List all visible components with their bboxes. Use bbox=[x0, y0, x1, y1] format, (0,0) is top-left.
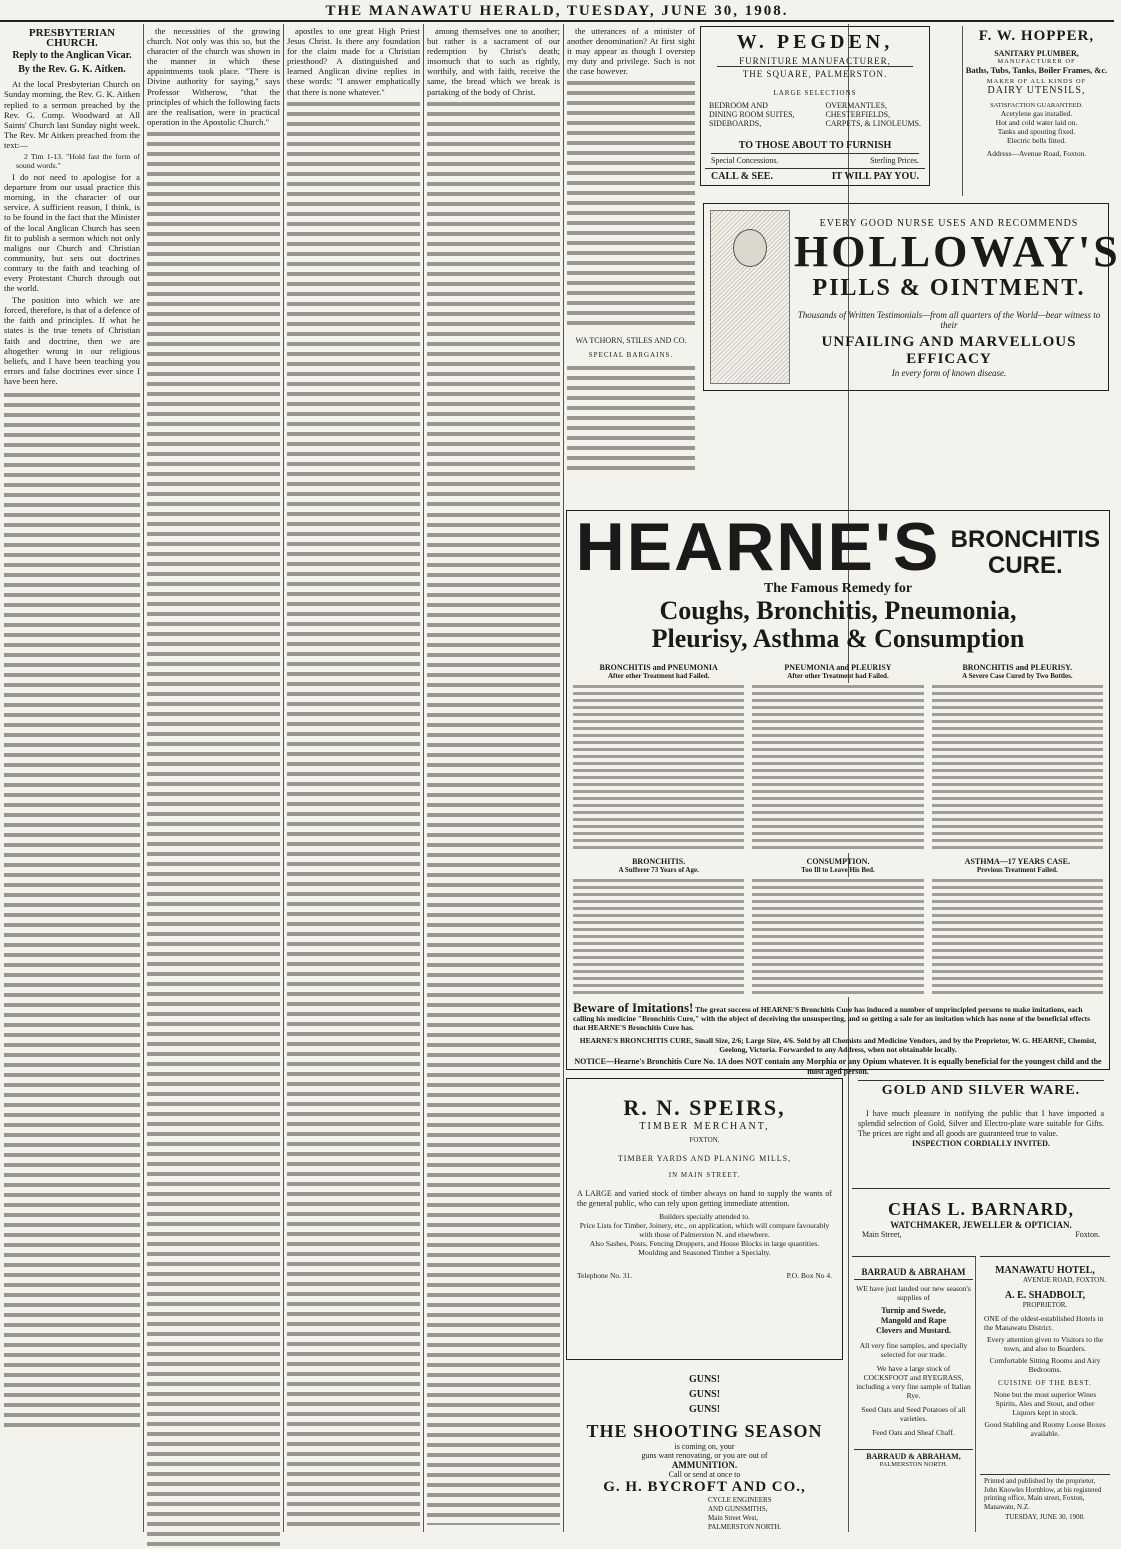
hotel-ad bbox=[980, 1256, 1110, 1470]
article-column-3 bbox=[287, 26, 420, 1531]
hopper-maker: MANUFACTURER OF bbox=[997, 58, 1076, 65]
pegden-item: CARPETS, & LINOLEUMS. bbox=[825, 119, 921, 128]
article-column-5-text bbox=[567, 26, 695, 506]
pegden-items-right bbox=[825, 101, 921, 128]
hopper-also: MAKER OF ALL KINDS OF bbox=[986, 78, 1087, 85]
article-body-filler bbox=[567, 78, 695, 328]
article-title: PRESBYTERIAN CHURCH. bbox=[28, 27, 116, 50]
barnard-ad bbox=[852, 1188, 1110, 1250]
imprint-date: TUESDAY, JUNE 30, 1908. bbox=[1005, 1513, 1085, 1521]
article-byline: By the Rev. G. K. Aitken. bbox=[18, 64, 126, 76]
hotel-p5: Good Stabling and Roomy Loose Boxes available. bbox=[984, 1420, 1106, 1438]
bycroft-ammo: AMMUNITION. bbox=[671, 1460, 738, 1470]
pegden-address: THE SQUARE, PALMERSTON. bbox=[742, 69, 888, 79]
testimonial-heading: BRONCHITIS and PNEUMONIA bbox=[599, 663, 718, 672]
article-column-4 bbox=[427, 26, 560, 506]
testimonial-heading: PNEUMONIA and PLEURISY bbox=[784, 663, 892, 672]
pegden-tag: Special Concessions. bbox=[711, 156, 779, 165]
hopper-line: Hot and cold water laid on. bbox=[995, 118, 1078, 127]
hopper-goods: Baths, Tubs, Tanks, Boiler Frames, &c. bbox=[965, 65, 1108, 75]
hopper-trade: SANITARY PLUMBER, bbox=[994, 49, 1079, 58]
speirs-text: A LARGE and varied stock of timber always on hand to supply the wants of the general public, who can rely upon getting immediate attention. bbox=[577, 1189, 832, 1208]
barraud-item: Clovers and Mustard. bbox=[876, 1326, 951, 1335]
speirs-yards: TIMBER YARDS AND PLANING MILLS, bbox=[617, 1154, 792, 1163]
hearne-product: BRONCHITIS CURE. bbox=[950, 526, 1100, 579]
article-paragraph: the utterances of a minister of another denomination? At first sight it may appear as though I overstep my duty and privilege. Such is not the case however. bbox=[567, 26, 695, 77]
article-body-filler bbox=[287, 99, 420, 1529]
barraud-p4: Seed Oats and Seed Potatoes of all varieties. bbox=[861, 1405, 966, 1423]
testimonial-heading: ASTHMA—17 YEARS CASE. bbox=[964, 857, 1070, 866]
hopper-guarantee: SATISFACTION GUARANTEED. bbox=[990, 102, 1083, 109]
hotel-title: PROPRIETOR. bbox=[1022, 1301, 1068, 1309]
hearne-testimonial bbox=[573, 663, 744, 997]
testimonial-sub: A Severe Case Cured by Two Bottles. bbox=[962, 672, 1073, 680]
holloway-claim: UNFAILING AND MARVELLOUS EFFICACY bbox=[821, 334, 1077, 367]
pegden-items-left bbox=[709, 101, 795, 128]
hopper-name: F. W. HOPPER, bbox=[978, 28, 1095, 44]
pegden-item: DINING ROOM SUITES, bbox=[709, 110, 795, 119]
imprint bbox=[980, 1474, 1110, 1532]
gold-invite: INSPECTION CORDIALLY INVITED. bbox=[912, 1139, 1050, 1148]
guns-list bbox=[568, 1372, 841, 1417]
article-quote: 2 Tim 1-13. "Hold fast the form of sound words." bbox=[16, 152, 140, 171]
pegden-item: BEDROOM AND bbox=[709, 101, 768, 110]
wa-thorn-firm: WA TCHORN, STILES AND CO. bbox=[575, 336, 687, 346]
hearne-line1: Coughs, Bronchitis, Pneumonia, bbox=[659, 596, 1017, 625]
pegden-name: W. PEGDEN, bbox=[736, 31, 894, 53]
article-paragraph: I do not need to apologise for a departure from our usual practice this morning, in the character of our service. A sufficient reason, I think, is to be found in the fact that the Minister of the local Anglican Church has seen fit to publish a sermon which not only maligns our Church and Christian community, but sets out doctrines contrary to the faith and teaching of every Protestant Church through out the world. bbox=[4, 172, 140, 294]
hotel-p3: Comfortable Sitting Rooms and Airy Bedrooms. bbox=[989, 1356, 1101, 1374]
barraud-text: WE have just landed our new season's supplies of bbox=[856, 1284, 971, 1302]
speirs-line: Builders specially attended to. bbox=[659, 1212, 750, 1221]
pegden-call bbox=[705, 168, 925, 182]
barnard-town: Foxton. bbox=[1075, 1230, 1100, 1239]
holloway-tagline: EVERY GOOD NURSE USES AND RECOMMENDS bbox=[819, 218, 1079, 229]
bycroft-trade: AND GUNSMITHS, bbox=[708, 1505, 768, 1513]
gold-text: I have much pleasure in notifying the public that I have imported a splendid selection of Gold, Silver and Electro-plate ware suitable for Gifts. The prices are right and all goods are guaranteed true to value. bbox=[858, 1109, 1104, 1138]
beware-heading: Beware of Imitations! bbox=[573, 1000, 694, 1015]
hopper-address: Address—Avenue Road, Foxton. bbox=[986, 149, 1087, 158]
hotel-p2: Every attention given to Visitors to the town, and also to Boarders. bbox=[986, 1335, 1104, 1353]
bycroft-call: Call or send at once to bbox=[668, 1470, 741, 1479]
testimonial-text bbox=[932, 877, 1103, 997]
speirs-trade: TIMBER MERCHANT, bbox=[639, 1121, 770, 1132]
barraud-p5: Feed Oats and Sheaf Chaff. bbox=[872, 1428, 955, 1437]
bycroft-headline: THE SHOOTING SEASON bbox=[586, 1421, 823, 1441]
column-rule bbox=[283, 24, 284, 1532]
article-paragraph: The position into which we are forced, therefore, is that of a defence of the faith and principles. If what he states is the true tenets of Christian faith and doctrine, then we are altogether wrong in our religious beliefs, and I have been teaching you errors and false doctrines ever since I have been here. bbox=[4, 295, 140, 386]
article-body-filler bbox=[427, 99, 560, 539]
pegden-pay-text: IT WILL PAY YOU. bbox=[831, 171, 919, 182]
pegden-item: CHESTERFIELDS, bbox=[825, 110, 891, 119]
hearne-line2: Pleurisy, Asthma & Consumption bbox=[651, 624, 1025, 653]
hearne-header bbox=[573, 509, 1103, 585]
speirs-box: P.O. Box No 4. bbox=[786, 1271, 832, 1280]
article-paragraph: At the local Presbyterian Church on Sunday morning, the Rev. G. K. Aitken replied to a sermon preached by the Rev. G. Comp. Woodward at All Saints' Church last Sunday night week. The Rev. Mr Aitken preached from the text:— bbox=[4, 79, 140, 150]
pegden-item: OVERMANTLES, bbox=[825, 101, 887, 110]
barraud-item: Mangold and Rape bbox=[880, 1316, 947, 1325]
hearne-beware bbox=[573, 1000, 1103, 1032]
article-paragraph: among themselves one to another; but rather is a sacrament of our redemption by Christ's death; insomuch that to such as rightly, worthily, and with faith, receive the same, the bread which we break is partaking of the body of Christ. bbox=[427, 26, 560, 97]
barnard-address bbox=[858, 1230, 1104, 1239]
hearne-name: HEARNE'S bbox=[575, 509, 941, 585]
bycroft-town: PALMERSTON NORTH. bbox=[708, 1523, 782, 1531]
article-paragraph: apostles to one great High Priest Jesus Christ. Is there any foundation for the claim made for a Christian priesthood? A distinguished and learned Anglican divine replies in these words: "I answer emphatically that there is none whatever." bbox=[287, 26, 420, 97]
gold-headline: GOLD AND SILVER WARE. bbox=[858, 1080, 1104, 1099]
barraud-name: BARRAUD & ABRAHAM bbox=[854, 1267, 973, 1280]
hearne-ad bbox=[566, 509, 1110, 1076]
pegden-trade: FURNITURE MANUFACTURER, bbox=[717, 56, 913, 67]
holloway-testimonials: Thousands of Written Testimonials—from all quarters of the World—bear witness to their bbox=[797, 310, 1101, 330]
hotel-cuisine: CUISINE OF THE BEST. bbox=[998, 1379, 1092, 1387]
hotel-address: AVENUE ROAD, FOXTON. bbox=[1023, 1276, 1106, 1284]
testimonial-sub: After other Treatment had Failed. bbox=[607, 672, 710, 680]
nurse-head-icon bbox=[733, 229, 767, 267]
speirs-contact bbox=[577, 1271, 832, 1280]
guns-line: GUNS! bbox=[688, 1374, 721, 1385]
pegden-items bbox=[705, 101, 925, 128]
holloway-name: HOLLOWAY'S bbox=[794, 227, 1121, 276]
article-subtitle: Reply to the Anglican Vicar. bbox=[12, 50, 132, 62]
gold-ad bbox=[852, 1078, 1110, 1186]
bycroft-trade: CYCLE ENGINEERS bbox=[708, 1496, 772, 1504]
speirs-town: FOXTON. bbox=[689, 1136, 720, 1144]
speirs-line: Price Lists for Timber, Joinery, etc., on application, which will compare favourably with those of Palmerston N. and elsewhere. bbox=[579, 1221, 830, 1239]
speirs-line: Moulding and Seasoned Timber a Specialty. bbox=[638, 1248, 771, 1257]
holloway-product: PILLS & OINTMENT. bbox=[812, 275, 1086, 301]
hearne-remedy: The Famous Remedy for bbox=[763, 581, 913, 596]
pegden-ad bbox=[700, 26, 930, 186]
testimonial-text bbox=[752, 683, 923, 853]
guns-line: GUNS! bbox=[688, 1389, 721, 1400]
testimonial-text bbox=[932, 683, 1103, 853]
holloway-ad bbox=[703, 203, 1121, 391]
barnard-trade: WATCHMAKER, JEWELLER & OPTICIAN. bbox=[890, 1220, 1072, 1230]
pegden-call-text: CALL & SEE. bbox=[711, 171, 773, 182]
pegden-item: SIDEBOARDS, bbox=[709, 119, 762, 128]
article-body-filler bbox=[427, 510, 560, 1525]
hotel-name: MANAWATU HOTEL, bbox=[995, 1265, 1095, 1276]
hearne-notice: NOTICE—Hearne's Bronchitis Cure No. 1A does NOT contain any Morphia or any Opium whatever. It is equally beneficial for the youngest child and the most aged person. bbox=[574, 1057, 1102, 1076]
bycroft-line2: guns want renovating, or you are out of bbox=[641, 1451, 768, 1460]
imprint-text: Printed and published by the proprietor, John Knowles Hornblow, at his registered printing office, Main street, Foxton, Manawatu, N.Z. bbox=[984, 1477, 1102, 1511]
barraud-items bbox=[854, 1306, 973, 1336]
speirs-lines bbox=[577, 1212, 832, 1257]
article-column-2 bbox=[147, 26, 280, 1531]
hopper-ad bbox=[962, 26, 1110, 196]
bycroft-address: Main Street West, bbox=[708, 1514, 759, 1522]
pegden-headline: TO THOSE ABOUT TO FURNISH bbox=[711, 140, 919, 154]
testimonial-heading: BRONCHITIS and PLEURISY. bbox=[962, 663, 1073, 672]
nurse-illustration bbox=[710, 210, 790, 384]
testimonial-heading: CONSUMPTION. bbox=[806, 857, 870, 866]
beware-text: The great success of HEARNE'S Bronchitis Cure has induced a number of unprincipled persons to make imitations, each calling his medicine "Bronchitis Cure," with the object of deceiving the unsuspecting, and so getting a sale for an imitation which has none of the beneficial effects that HEARNE'S Bronchitis Cure has. bbox=[573, 1005, 1091, 1032]
hopper-lines bbox=[965, 109, 1108, 145]
bycroft-name: G. H. BYCROFT AND CO., bbox=[603, 1479, 806, 1495]
barraud-p2: All very fine samples, and specially selected for our trade. bbox=[859, 1341, 968, 1359]
testimonial-text bbox=[573, 683, 744, 853]
article-column-1 bbox=[4, 26, 140, 1531]
guns-line: GUNS! bbox=[688, 1404, 721, 1415]
hopper-line: Electric bells fitted. bbox=[1007, 136, 1066, 145]
speirs-phone: Telephone No. 31. bbox=[577, 1271, 633, 1280]
bycroft-address-block bbox=[708, 1496, 841, 1532]
column-rule bbox=[563, 24, 564, 1532]
hopper-utensils: DAIRY UTENSILS, bbox=[987, 85, 1086, 96]
hotel-proprietor: A. E. SHADBOLT, bbox=[1004, 1290, 1086, 1301]
testimonial-heading: BRONCHITIS. bbox=[632, 857, 686, 866]
hearne-testimonials bbox=[573, 663, 1103, 997]
hopper-line: Acetylene gas installed. bbox=[1000, 109, 1073, 118]
barraud-footer-town: PALMERSTON NORTH. bbox=[879, 1461, 948, 1468]
testimonial-text bbox=[752, 877, 923, 997]
barraud-ad bbox=[852, 1256, 976, 1532]
pegden-tag: Sterling Prices. bbox=[870, 156, 919, 165]
article-body-filler bbox=[567, 363, 695, 473]
speirs-ad bbox=[566, 1078, 843, 1360]
testimonial-sub: Previous Treatment Failed. bbox=[976, 866, 1058, 874]
article-paragraph: the necessities of the growing church. Not only was this so, but the character of the church was shown in the manner in which these appointments took place. "There is Divine authority for saying," says Professor Witherow, "that the principles of which the following facts are the realisation, were in practical operation in the Apostolic Church." bbox=[147, 26, 280, 127]
masthead: THE MANAWATU HERALD, TUESDAY, JUNE 30, 1908. bbox=[0, 0, 1114, 22]
pegden-selections: LARGE SELECTIONS bbox=[773, 89, 857, 97]
column-rule bbox=[423, 24, 424, 1532]
hotel-text: ONE of the oldest-established Hotels in the Manawatu District. bbox=[984, 1314, 1104, 1332]
speirs-street: IN MAIN STREET. bbox=[668, 1171, 741, 1179]
testimonial-sub: Too Ill to Leave His Bed. bbox=[801, 866, 875, 874]
testimonial-sub: A Sufferer 73 Years of Age. bbox=[618, 866, 699, 874]
hopper-line: Tanks and spouting fixed. bbox=[997, 127, 1076, 136]
article-column-4-cont bbox=[427, 510, 560, 1530]
barraud-p3: We have a large stock of COCKSFOOT and RYEGRASS, including a very fine sample of Italian Rye. bbox=[856, 1364, 971, 1400]
testimonial-text bbox=[573, 877, 744, 997]
barnard-street: Main Street, bbox=[862, 1230, 902, 1239]
hotel-p4: None but the most superior Wines Spirits, Ales and Stout, and other Liquors kept in stock. bbox=[993, 1390, 1097, 1417]
wa-thorn-label: SPECIAL BARGAINS. bbox=[588, 350, 674, 359]
article-body-filler bbox=[147, 129, 280, 1549]
testimonial-sub: After other Treatment had Failed. bbox=[787, 672, 889, 680]
hearne-testimonial bbox=[752, 663, 923, 997]
holloway-subclaim: In every form of known disease. bbox=[891, 368, 1007, 378]
bycroft-ad bbox=[566, 1370, 843, 1532]
hearne-sizes: HEARNE'S BRONCHITIS CURE, Small Size, 2/6; Large Size, 4/6. Sold by all Chemists and Medicine Vendors, and by the Proprietor, W. G. HEARNE, Chemist, Geelong, Victoria. Forwarded to any Address, when not obtainable locally. bbox=[579, 1036, 1097, 1054]
speirs-name: R. N. SPEIRS, bbox=[623, 1095, 786, 1120]
speirs-line: Also Sashes, Posts, Fencing Droppers, and House Blocks in large quantities. bbox=[589, 1239, 820, 1248]
pegden-tags bbox=[705, 156, 925, 165]
barraud-footer-name: BARRAUD & ABRAHAM, bbox=[854, 1449, 973, 1461]
barnard-name: CHAS L. BARNARD, bbox=[887, 1199, 1074, 1219]
bycroft-line1: is coming on, your bbox=[674, 1442, 735, 1451]
barraud-item: Turnip and Swede, bbox=[881, 1306, 946, 1315]
hearne-testimonial bbox=[932, 663, 1103, 997]
column-rule bbox=[143, 24, 144, 1532]
article-body-filler bbox=[4, 390, 140, 1430]
